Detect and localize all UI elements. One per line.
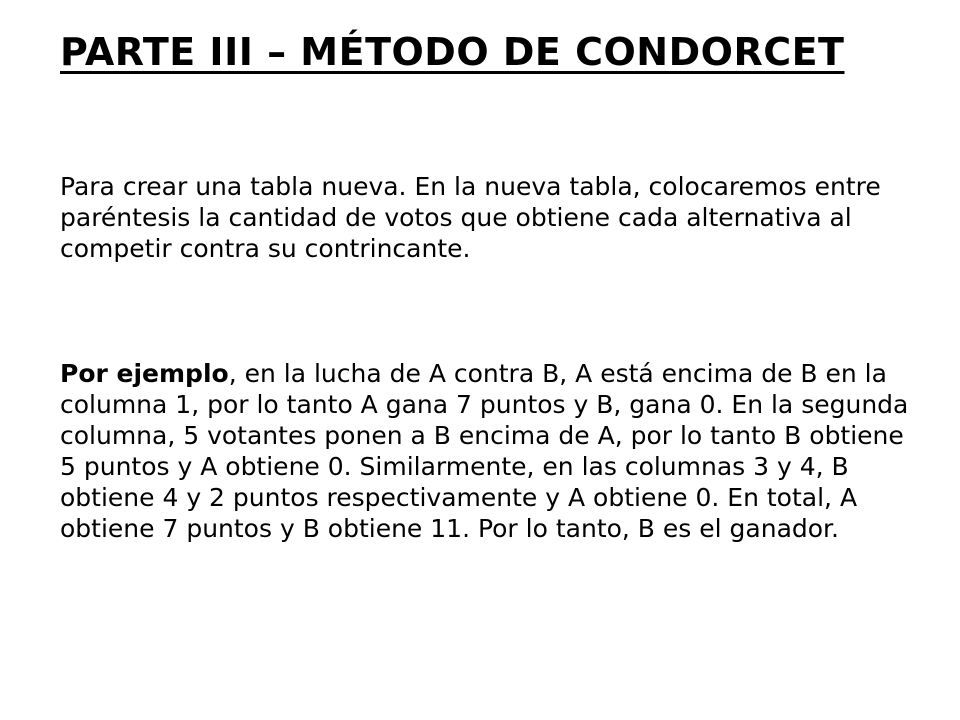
intro-paragraph: Para crear una tabla nueva. En la nueva tabla, colocaremos entre paréntesis la cantidad de votos que obtiene cada alternativa al competir contra su contrincante. — [60, 172, 881, 263]
example-text: , en la lucha de A contra B, A está encima de B en la columna 1, por lo tanto A gana 7 puntos y B, gana 0. En la segunda columna, 5 votantes ponen a B encima de A, por lo tanto B obtiene 5 puntos y A obtiene 0. Similarmente, en las columnas 3 y 4, B obtiene 4 y 2 puntos respectivamente y A obtiene 0. En total, A obtiene 7 puntos y B obtiene 11. Por lo tanto, B es el ganador. — [60, 359, 909, 543]
example-lead: Por ejemplo — [60, 359, 229, 388]
slide-title: PARTE III – MÉTODO DE CONDORCET — [60, 30, 845, 74]
example-paragraph — [60, 358, 910, 544]
